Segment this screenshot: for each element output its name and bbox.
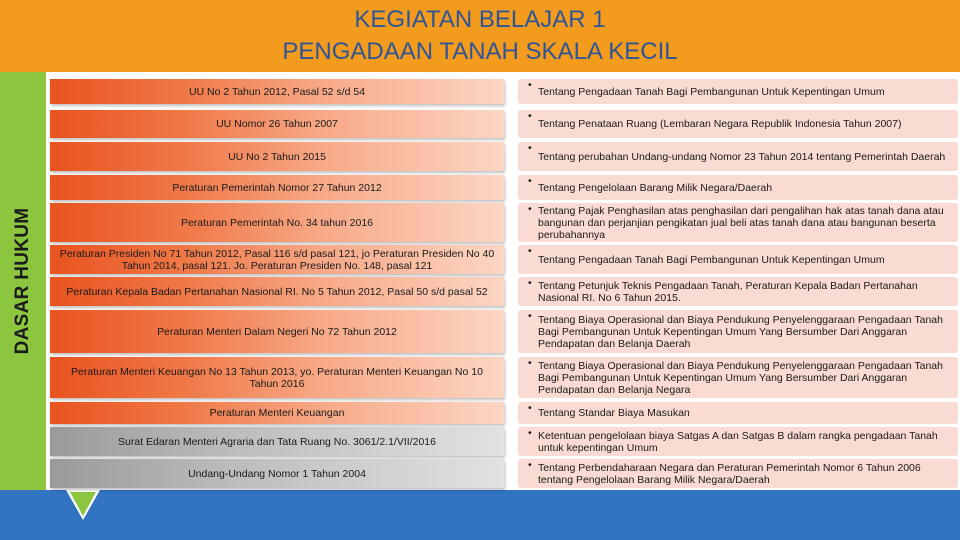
description-text: Tentang Perbendaharaan Negara dan Peraturan Pemerintah Nomor 6 Tahun 2006 tentang Pengelolaan Barang Milik Negara/Daerah bbox=[538, 461, 921, 486]
law-description bbox=[518, 402, 958, 424]
law-name: Undang-Undang Nomor 1 Tahun 2004 bbox=[50, 459, 504, 488]
law-description bbox=[518, 310, 958, 353]
law-name: Peraturan Menteri Keuangan No 13 Tahun 2013, yo. Peraturan Menteri Keuangan No 10 Tahun 2016 bbox=[50, 357, 504, 398]
description-text: Tentang perubahan Undang-undang Nomor 23 Tahun 2014 tentang Pemerintah Daerah bbox=[538, 150, 946, 163]
down-arrow-fill bbox=[70, 492, 96, 516]
description-text: Tentang Pengelolaan Barang Milik Negara/Daerah bbox=[538, 181, 773, 194]
bullet-icon: • bbox=[528, 357, 532, 369]
table-row bbox=[50, 427, 958, 456]
law-name: Peraturan Kepala Badan Pertanahan Nasional RI. No 5 Tahun 2012, Pasal 50 s/d pasal 52 bbox=[50, 277, 504, 306]
table-row bbox=[50, 175, 958, 200]
bullet-icon: • bbox=[528, 245, 532, 257]
description-text: Tentang Penataan Ruang (Lembaran Negara Republik Indonesia Tahun 2007) bbox=[538, 118, 902, 130]
law-description bbox=[518, 277, 958, 306]
law-description bbox=[518, 142, 958, 171]
law-name: Peraturan Presiden No 71 Tahun 2012, Pasal 116 s/d pasal 121, jo Peraturan Presiden No 40 Tahun 2014, pasal 121. Jo. Peraturan Presiden No. 148, pasal 121 bbox=[50, 245, 504, 274]
title-line-1: KEGIATAN BELAJAR 1 bbox=[354, 6, 606, 33]
law-name: UU No 2 Tahun 2015 bbox=[50, 142, 504, 171]
law-description bbox=[518, 357, 958, 398]
law-description bbox=[518, 79, 958, 104]
bullet-icon: • bbox=[528, 203, 532, 215]
bullet-icon: • bbox=[528, 310, 532, 322]
bullet-icon: • bbox=[528, 175, 532, 187]
bullet-icon: • bbox=[528, 277, 532, 289]
law-description bbox=[518, 175, 958, 200]
table-row bbox=[50, 357, 958, 398]
description-text: Tentang Biaya Operasional dan Biaya Pendukung Penyelenggaraan Pengadaan Tanah Bagi Pembangunan Untuk Kepentingan Umum Yang Bersumber Dari Anggaran Pendapatan dan Belanja Daerah bbox=[538, 313, 943, 350]
description-text: Tentang Pajak Penghasilan atas penghasilan dari pengalihan hak atas tanah dana atau bangunan dan perjanjian pengikatan jual beli atas tanah dana atau bangunan beserta perubahannya bbox=[538, 204, 944, 241]
law-name: Peraturan Menteri Keuangan bbox=[50, 402, 504, 424]
law-description bbox=[518, 459, 958, 488]
law-name: UU No 2 Tahun 2012, Pasal 52 s/d 54 bbox=[50, 79, 504, 104]
law-description bbox=[518, 110, 958, 138]
bullet-icon: • bbox=[528, 402, 532, 414]
table-row bbox=[50, 310, 958, 353]
description-text: Tentang Pengadaan Tanah Bagi Pembangunan Untuk Kepentingan Umum bbox=[538, 85, 885, 98]
table-row bbox=[50, 402, 958, 424]
table-row bbox=[50, 245, 958, 274]
law-name: Peraturan Pemerintah Nomor 27 Tahun 2012 bbox=[50, 175, 504, 200]
table-row bbox=[50, 79, 958, 104]
bullet-icon: • bbox=[528, 79, 532, 91]
law-description bbox=[518, 427, 958, 456]
law-name: Peraturan Pemerintah No. 34 tahun 2016 bbox=[50, 203, 504, 242]
table-row bbox=[50, 142, 958, 171]
law-name: Peraturan Menteri Dalam Negeri No 72 Tahun 2012 bbox=[50, 310, 504, 353]
bullet-icon: • bbox=[528, 110, 532, 122]
law-name: Surat Edaran Menteri Agraria dan Tata Ruang No. 3061/2.1/VII/2016 bbox=[50, 427, 504, 456]
description-text: Ketentuan pengelolaan biaya Satgas A dan Satgas B dalam rangka pengadaan Tanah untuk kepentingan Umum bbox=[538, 429, 938, 454]
sidebar-label: DASAR HUKUM bbox=[12, 207, 33, 355]
table-row bbox=[50, 203, 958, 242]
bullet-icon: • bbox=[528, 427, 532, 439]
table-row bbox=[50, 277, 958, 306]
description-text: Tentang Petunjuk Teknis Pengadaan Tanah, Peraturan Kepala Badan Pertanahan Nasional RI. No 6 Tahun 2015. bbox=[538, 279, 918, 304]
law-description bbox=[518, 245, 958, 274]
description-text: Tentang Standar Biaya Masukan bbox=[538, 407, 690, 419]
description-text: Tentang Biaya Operasional dan Biaya Pendukung Penyelenggaraan Pengadaan Tanah Bagi Pembangunan Untuk Kepentingan Umum Yang Bersumber Dari Anggaran Pendapatan dan Belanja Negara bbox=[538, 359, 943, 396]
page-title bbox=[0, 4, 960, 68]
law-name: UU Nomor 26 Tahun 2007 bbox=[50, 110, 504, 138]
table-row bbox=[50, 459, 958, 488]
footer-bar bbox=[0, 490, 960, 540]
table-row bbox=[50, 110, 958, 138]
description-text: Tentang Pengadaan Tanah Bagi Pembangunan Untuk Kepentingan Umum bbox=[538, 253, 885, 266]
bullet-icon: • bbox=[528, 142, 532, 154]
bullet-icon: • bbox=[528, 459, 532, 471]
law-description bbox=[518, 203, 958, 242]
title-line-2: PENGADAAN TANAH SKALA KECIL bbox=[282, 38, 678, 65]
